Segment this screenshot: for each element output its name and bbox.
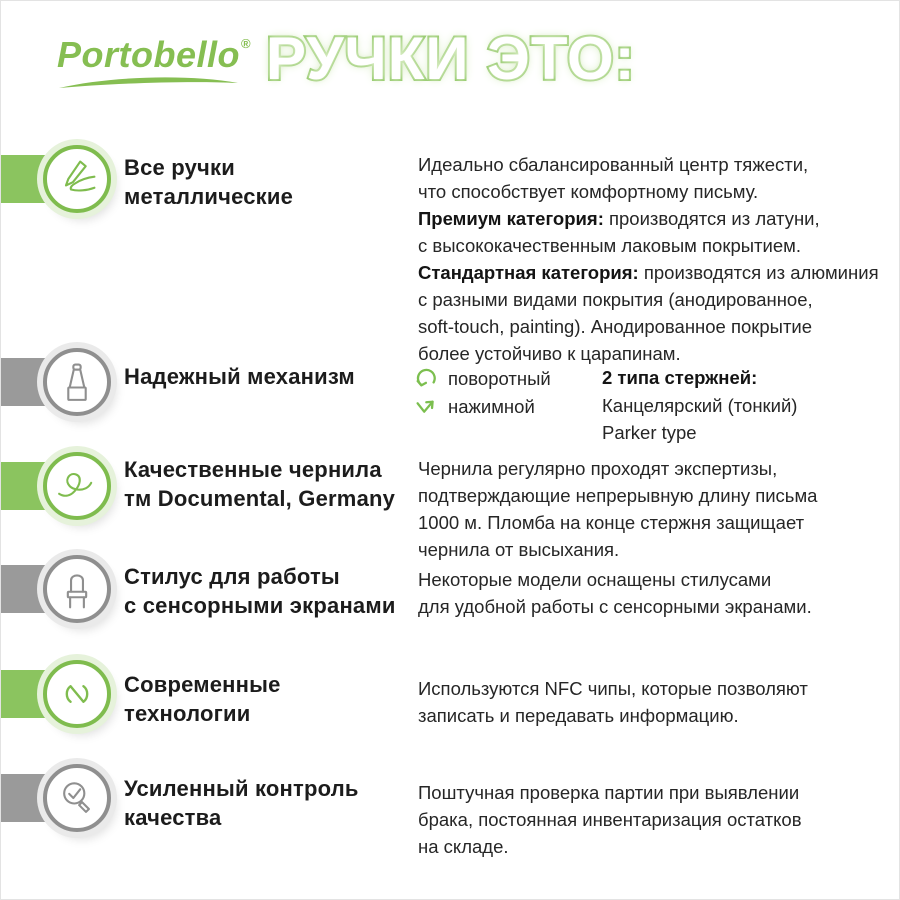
logo-text: Portobello bbox=[57, 34, 240, 75]
registered-mark: ® bbox=[241, 36, 252, 51]
refill-types bbox=[602, 364, 797, 447]
logo-swoosh bbox=[56, 75, 241, 91]
row-heading bbox=[124, 670, 281, 728]
body-line: Идеально сбалансированный центр тяжести, bbox=[418, 154, 809, 175]
body-line: более устойчиво к царапинам. bbox=[418, 343, 681, 364]
icon-badge bbox=[43, 764, 111, 832]
body-line: что способствует комфортному письму. bbox=[418, 181, 759, 202]
heading-line: Все ручки bbox=[124, 155, 235, 180]
pen-tip-icon bbox=[55, 360, 99, 404]
quality-check-icon bbox=[55, 776, 99, 820]
refill-types-title: 2 типа стержней: bbox=[602, 367, 758, 388]
icon-badge bbox=[43, 452, 111, 520]
body-line: на складе. bbox=[418, 836, 509, 857]
heading-line: качества bbox=[124, 805, 222, 830]
standard-label: Стандартная категория: bbox=[418, 262, 639, 283]
body-line: Поштучная проверка партии при выявлении bbox=[418, 782, 800, 803]
writing-hand-icon bbox=[55, 157, 99, 201]
heading-line: Усиленный контроль bbox=[124, 776, 359, 801]
heading-line: тм Documental, Germany bbox=[124, 486, 396, 511]
body-line: Используются NFC чипы, которые позволяют bbox=[418, 678, 808, 699]
body-line: soft-touch, painting). Анодированное покрытие bbox=[418, 316, 813, 337]
icon-badge bbox=[43, 555, 111, 623]
row-body-text bbox=[418, 151, 879, 367]
body-line: подтверждающие непрерывную длину письма bbox=[418, 485, 818, 506]
body-line: с высококачественным лаковым покрытием. bbox=[418, 235, 801, 256]
ink-swirl-icon bbox=[55, 464, 99, 508]
body-line: для удобной работы с сенсорными экранами. bbox=[418, 596, 812, 617]
icon-badge bbox=[43, 348, 111, 416]
body-line: чернила от высыхания. bbox=[418, 539, 620, 560]
body-line: с разными видами покрытия (анодированное, bbox=[418, 289, 813, 310]
nfc-icon bbox=[55, 672, 99, 716]
row-body-text bbox=[418, 455, 817, 563]
stylus-icon bbox=[55, 567, 99, 611]
refill-type: Канцелярский (тонкий) bbox=[602, 394, 798, 416]
premium-label: Премиум категория: bbox=[418, 208, 604, 229]
body-line: 1000 м. Пломба на конце стержня защищает bbox=[418, 512, 805, 533]
heading-line: Современные bbox=[124, 672, 281, 697]
body-line: брака, постоянная инвентаризация остатков bbox=[418, 809, 802, 830]
row-body-text bbox=[418, 675, 808, 729]
row-body-text bbox=[418, 566, 812, 620]
row-body-text bbox=[418, 779, 802, 860]
refill-type: Parker type bbox=[602, 422, 697, 443]
body-line: Премиум категория: производятся из латуни, bbox=[418, 208, 820, 229]
body-line: Стандартная категория: производятся из алюминия bbox=[418, 262, 879, 283]
mechanism-option bbox=[415, 367, 551, 391]
heading-line: Надежный механизм bbox=[124, 364, 355, 389]
icon-badge bbox=[43, 660, 111, 728]
row-heading bbox=[124, 362, 355, 391]
row-heading bbox=[124, 562, 396, 620]
mechanism-label: нажимной bbox=[448, 396, 535, 417]
page-title: РУЧКИ ЭТО: bbox=[266, 25, 636, 92]
heading-line: Качественные чернила bbox=[124, 457, 382, 482]
push-arrow-icon bbox=[415, 396, 438, 419]
body-line: Некоторые модели оснащены стилусами bbox=[418, 569, 772, 590]
heading-line: металлические bbox=[124, 184, 294, 209]
body-line: записать и передавать информацию. bbox=[418, 705, 739, 726]
heading-line: Стилус для работы bbox=[124, 564, 340, 589]
row-heading bbox=[124, 153, 293, 211]
heading-line: технологии bbox=[124, 701, 251, 726]
row-heading bbox=[124, 455, 395, 513]
mechanism-option bbox=[415, 395, 535, 419]
portobello-logo bbox=[57, 34, 251, 76]
rotate-icon bbox=[415, 368, 438, 391]
row-heading bbox=[124, 774, 359, 832]
heading-line: с сенсорными экранами bbox=[124, 593, 396, 618]
icon-badge bbox=[43, 145, 111, 213]
mechanism-label: поворотный bbox=[448, 368, 551, 389]
body-line: Чернила регулярно проходят экспертизы, bbox=[418, 458, 778, 479]
